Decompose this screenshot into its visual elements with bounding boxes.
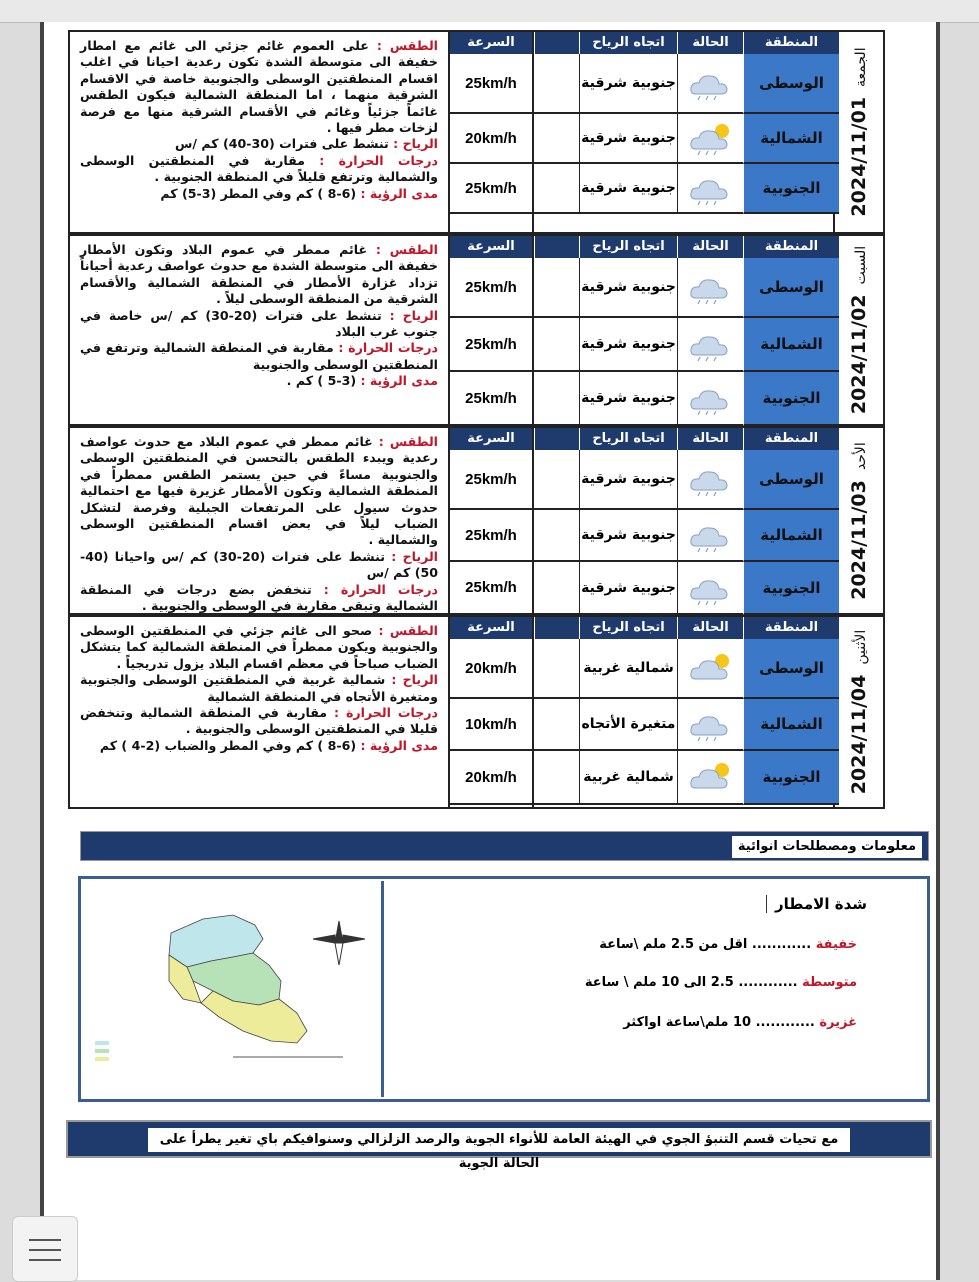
moderate-label: متوسطة: [802, 975, 857, 990]
rain-cloud-icon: [677, 510, 743, 562]
table-row: [534, 699, 839, 751]
speed-cell-spacer: [534, 372, 579, 426]
speed-cell-spacer: [534, 639, 579, 699]
weather-text: غائم ممطر في عموم البلاد وتكون الأمطار خفيفة الى متوسطة الشدة مع حدوث عواصف رعدية أحياناً تزداد غزارة الأمطار في المنطقة الشمالية والأقسام الشرقية من المنطقة الوسطى ليلاً .: [80, 242, 438, 307]
wind-label: الرياح :: [391, 548, 438, 564]
intensity-title: شدة الامطار: [766, 895, 867, 913]
header-speed: السرعة: [450, 236, 532, 258]
header-speed: السرعة: [450, 617, 532, 639]
region-cell: الشمالية: [743, 318, 839, 372]
forecast-date: 2024/11/03: [848, 479, 870, 600]
wind-speed-cell: 25km/h: [450, 164, 532, 214]
sun-cloud-icon: [677, 751, 743, 805]
forecast-day-3: [68, 426, 885, 615]
wind-direction-cell: جنوبية شرقية: [579, 258, 677, 318]
header-wind-dir: اتجاه الرياح: [579, 32, 677, 54]
wind-direction-cell: شمالية غربية: [579, 751, 677, 805]
rain-cloud-icon: [677, 699, 743, 751]
wind-direction-cell: متغيرة الأتجاه: [579, 699, 677, 751]
intensity-moderate: [585, 975, 857, 990]
wind-direction-cell: جنوبية شرقية: [579, 562, 677, 615]
forecast-date: 2024/11/02: [848, 294, 870, 415]
intensity-heavy: [623, 1015, 857, 1030]
wind-direction-cell: شمالية غربية: [579, 639, 677, 699]
day-name: الأحد: [853, 441, 869, 470]
header-speed-spacer: [534, 236, 579, 258]
wind-direction-cell: جنوبية شرقية: [579, 318, 677, 372]
wind-speed-cell: 20km/h: [450, 751, 532, 805]
forecast-day-1: [68, 30, 885, 234]
table-row: [534, 318, 839, 372]
temp-text: مقاربة في المنطقتين الوسطى والشمالية وترتفع قليلاً في المنطقة الجنوبية .: [80, 152, 438, 185]
info-box: [78, 876, 930, 1102]
table-row: [534, 562, 839, 615]
speed-cell-spacer: [534, 510, 579, 562]
region-cell: الشمالية: [743, 114, 839, 164]
rain-cloud-icon: [677, 54, 743, 114]
speed-column: [450, 32, 534, 232]
light-label: خفيفة: [815, 937, 857, 952]
header-region: المنطقة: [743, 617, 839, 639]
region-cell: الوسطى: [743, 54, 839, 114]
table-row: [534, 372, 839, 426]
table-header: [534, 32, 839, 54]
visibility-text: (3-5 ) كم .: [286, 373, 357, 389]
speed-cell-spacer: [534, 562, 579, 615]
speed-cell-spacer: [534, 114, 579, 164]
header-speed: السرعة: [450, 428, 532, 450]
rain-cloud-icon: [677, 562, 743, 615]
rain-cloud-icon: [677, 164, 743, 214]
speed-cell-spacer: [534, 258, 579, 318]
forecast-day-2: [68, 234, 885, 426]
wind-direction-cell: جنوبية شرقية: [579, 372, 677, 426]
day-name: الأثنين: [853, 629, 869, 665]
weather-text: غائم ممطر في عموم البلاد مع حدوث عواصف رعدية ويبدء الطقس بالتحسن في المنطقتين الوسطى والجنوبية مساءً في حين يستمر الطقس ممطراً في المنطقة الشمالية وتكون الأمطار غزيرة فيها مع احتمالية حدوث سيول على المرتفعات الجبلية وفرصة لتشكل الضباب ليلاً في بعض اقسام المنطقتين الوسطى والشمالية .: [80, 434, 438, 548]
date-column: [833, 236, 883, 424]
region-cell: الجنوبية: [743, 164, 839, 214]
temp-text: تنخفض بضع درجات في المنطقة الشمالية وتبقى مقاربة في الوسطى والجنوبية .: [80, 581, 438, 613]
temp-label: درجات الحرارة :: [323, 581, 439, 597]
moderate-text: ............ 2.5 الى 10 ملم \ ساعة: [584, 975, 798, 990]
speed-cell-spacer: [534, 450, 579, 510]
speed-column: [450, 236, 534, 424]
sun-cloud-rain-icon: [677, 114, 743, 164]
heavy-text: ............ 10 ملم\ساعة اواكثر: [623, 1015, 815, 1030]
header-speed: السرعة: [450, 32, 532, 54]
speed-cell-spacer: [534, 164, 579, 214]
wind-label: الرياح :: [393, 136, 438, 152]
speed-cell-spacer: [534, 751, 579, 805]
speed-column: [450, 428, 534, 613]
region-cell: الجنوبية: [743, 751, 839, 805]
speed-cell-spacer: [534, 54, 579, 114]
wind-direction-cell: جنوبية شرقية: [579, 54, 677, 114]
wind-text: تنشط على فترات (20-30) كم /س واحيانا (40-50) كم /س: [80, 548, 438, 581]
header-wind-dir: اتجاه الرياح: [579, 236, 677, 258]
region-cell: الوسطى: [743, 639, 839, 699]
wind-speed-cell: 25km/h: [450, 54, 532, 114]
wind-speed-cell: 25km/h: [450, 450, 532, 510]
weather-label: الطقس :: [376, 38, 439, 53]
wind-speed-cell: 25km/h: [450, 318, 532, 372]
wind-label: الرياح :: [391, 672, 439, 688]
speed-cell-spacer: [534, 699, 579, 751]
forecast-date: 2024/11/01: [848, 96, 870, 217]
date-column: [833, 428, 883, 613]
wind-label: الرياح :: [389, 307, 439, 323]
wind-speed-cell: 10km/h: [450, 699, 532, 751]
region-cell: الجنوبية: [743, 562, 839, 615]
region-cell: الشمالية: [743, 699, 839, 751]
temp-label: درجات الحرارة :: [334, 705, 439, 721]
header-speed-spacer: [534, 617, 579, 639]
visibility-label: مدى الرؤية :: [360, 373, 438, 389]
table-row: [534, 510, 839, 562]
conditions-table: [534, 617, 839, 807]
visibility-label: مدى الرؤية :: [360, 737, 438, 753]
wind-direction-cell: جنوبية شرقية: [579, 114, 677, 164]
date-column: [833, 32, 883, 232]
speed-cell-spacer: [534, 318, 579, 372]
forecast-text: [70, 236, 450, 424]
header-state: الحالة: [677, 32, 743, 54]
rain-cloud-icon: [677, 372, 743, 426]
wind-speed-cell: 25km/h: [450, 372, 532, 426]
speed-column: [450, 617, 534, 807]
forecast-day-4: [68, 615, 885, 809]
temp-label: درجات الحرارة :: [319, 152, 439, 168]
day-name: السبت: [853, 245, 869, 285]
weather-label: الطقس :: [378, 623, 438, 638]
forecast-text: [70, 32, 450, 232]
date-column: [833, 617, 883, 807]
conditions-table: [534, 236, 839, 424]
visibility-label: مدى الرؤية :: [360, 185, 438, 201]
region-cell: الوسطى: [743, 258, 839, 318]
conditions-table: [534, 428, 839, 613]
weather-label: الطقس :: [378, 434, 439, 449]
info-section-header: [80, 831, 929, 861]
header-wind-dir: اتجاه الرياح: [579, 428, 677, 450]
footer-banner: [66, 1120, 932, 1171]
wind-direction-cell: جنوبية شرقية: [579, 450, 677, 510]
table-row: [534, 751, 839, 805]
wind-speed-cell: 25km/h: [450, 562, 532, 615]
table-row: [534, 258, 839, 318]
table-row: [534, 450, 839, 510]
table-header: [534, 428, 839, 450]
visibility-text: (6-8 ) كم وفي المطر والضباب (2-4 ) كم: [99, 737, 357, 753]
wind-text: تنشط على فترات (20-30) كم /س خاصة في جنوب غرب البلاد: [80, 307, 438, 340]
visibility-text: (6-8 ) كم وفي المطر (3-5) كم: [160, 185, 357, 201]
temp-text: مقاربة في المنطقة الشمالية وترتفع في المنطقتين الوسطى والجنوبية: [80, 340, 438, 372]
wind-text: شمالية غربية في المنطقتين الوسطى والجنوبية ومتغيرة الأتجاه في المنطقة الشمالية: [80, 672, 438, 704]
header-speed-spacer: [534, 32, 579, 54]
iraq-regions-map: [83, 881, 384, 1097]
rain-cloud-icon: [677, 258, 743, 318]
temp-label: درجات الحرارة :: [338, 340, 439, 356]
intensity-light: [599, 937, 857, 952]
header-state: الحالة: [677, 617, 743, 639]
rain-cloud-icon: [677, 450, 743, 510]
menu-icon[interactable]: [12, 1216, 78, 1282]
region-cell: الشمالية: [743, 510, 839, 562]
header-state: الحالة: [677, 428, 743, 450]
table-row: [534, 164, 839, 214]
top-bar: [0, 0, 979, 23]
sun-cloud-icon: [677, 639, 743, 699]
wind-speed-cell: 25km/h: [450, 510, 532, 562]
wind-speed-cell: 20km/h: [450, 639, 532, 699]
rain-intensity-legend: [389, 885, 927, 1097]
wind-text: تنشط على فترات (30-40) كم /س: [175, 136, 389, 152]
wind-direction-cell: جنوبية شرقية: [579, 164, 677, 214]
table-row: [534, 639, 839, 699]
wind-direction-cell: جنوبية شرقية: [579, 510, 677, 562]
light-text: ............ اقل من 2.5 ملم \ساعة: [599, 937, 812, 952]
wind-speed-cell: 25km/h: [450, 258, 532, 318]
header-state: الحالة: [677, 236, 743, 258]
weather-text: على العموم غائم جزئي الى غائم مع امطار خفيفة الى متوسطة الشدة تكون رعدية احيانا في اغلب اقسام المنطقتين الوسطى والجنوبية خاصة في الاقسام الشرقية منهما ، اما المنطقة الشمالية فيكون الطقس غائماً جزئياً وغائم في الأقسام الشرقية منها مع فرصة لزخات مطر فيها .: [80, 38, 438, 136]
region-cell: الجنوبية: [743, 372, 839, 426]
header-region: المنطقة: [743, 428, 839, 450]
weather-label: الطقس :: [375, 242, 438, 257]
rain-cloud-icon: [677, 318, 743, 372]
wind-speed-cell: 20km/h: [450, 114, 532, 164]
info-title: معلومات ومصطلحات انوائية: [732, 836, 922, 858]
table-row: [534, 54, 839, 114]
forecast-date: 2024/11/04: [848, 674, 870, 795]
header-region: المنطقة: [743, 236, 839, 258]
forecast-text: [70, 428, 450, 613]
region-cell: الوسطى: [743, 450, 839, 510]
header-speed-spacer: [534, 428, 579, 450]
conditions-table: [534, 32, 839, 232]
header-region: المنطقة: [743, 32, 839, 54]
temp-text: مقاربة في المنطقة الشمالية وتنخفض قليلا في المنطقتين الوسطى والجنوبية .: [80, 705, 438, 737]
table-header: [534, 617, 839, 639]
forecast-text: [70, 617, 450, 807]
heavy-label: غزيرة: [819, 1015, 857, 1030]
day-name: الجمعة: [853, 47, 869, 87]
table-row: [534, 114, 839, 164]
weather-text: صحو الى غائم جزئي في المنطقتين الوسطى والجنوبية ويكون ممطراً في المنطقة الشمالية كما يتشكل الضباب صباحاً في معظم اقسام البلاد يزول تدريجياً .: [80, 623, 438, 671]
header-wind-dir: اتجاه الرياح: [579, 617, 677, 639]
footer-text: مع تحيات قسم التنبؤ الجوي في الهيئة العامة للأنواء الجوية والرصد الزلزالي وسنوافيكم باي تغير يطرأ على الحالة الجوية: [148, 1128, 850, 1152]
table-header: [534, 236, 839, 258]
